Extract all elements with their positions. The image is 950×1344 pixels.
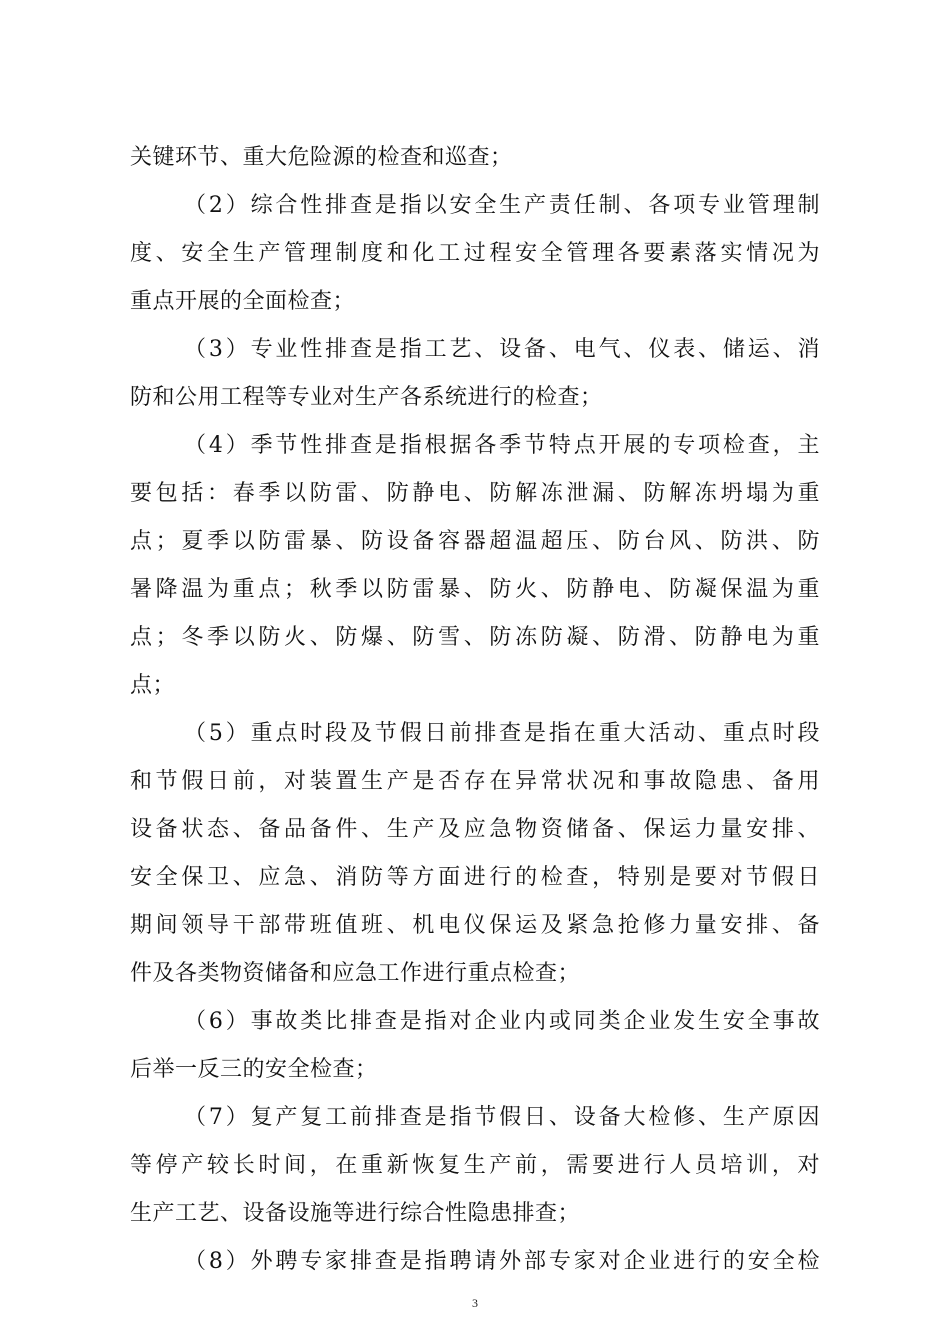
text-line: 和节假日前，对装置生产是否存在异常状况和事故隐患、备用: [130, 769, 820, 794]
text-line: 要包括：春季以防雷、防静电、防解冻泄漏、防解冻坍塌为重: [130, 481, 820, 506]
text-line: （2）综合性排查是指以安全生产责任制、各项专业管理制: [184, 193, 820, 218]
text-line: （3）专业性排查是指工艺、设备、电气、仪表、储运、消: [184, 337, 820, 362]
text-line: 重点开展的全面检查；: [130, 289, 356, 314]
text-line: （4）季节性排查是指根据各季节特点开展的专项检查，主: [184, 433, 820, 458]
text-line: （7）复产复工前排查是指节假日、设备大检修、生产原因: [184, 1105, 820, 1130]
text-line: 防和公用工程等专业对生产各系统进行的检查；: [130, 385, 603, 410]
text-line: 设备状态、备品备件、生产及应急物资储备、保运力量安排、: [130, 817, 820, 842]
text-line: 暑降温为重点；秋季以防雷暴、防火、防静电、防凝保温为重: [130, 577, 820, 602]
text-line: 度、安全生产管理制度和化工过程安全管理各要素落实情况为: [130, 241, 820, 266]
text-line: 等停产较长时间，在重新恢复生产前，需要进行人员培训，对: [130, 1153, 820, 1178]
text-line: 件及各类物资储备和应急工作进行重点检查；: [130, 961, 581, 986]
text-line: 期间领导干部带班值班、机电仪保运及紧急抢修力量安排、备: [130, 913, 820, 938]
text-line: （5）重点时段及节假日前排查是指在重大活动、重点时段: [184, 721, 820, 746]
text-line: 点；夏季以防雷暴、防设备容器超温超压、防台风、防洪、防: [130, 529, 820, 554]
text-line: （8）外聘专家排查是指聘请外部专家对企业进行的安全检: [184, 1249, 820, 1274]
text-line: 安全保卫、应急、消防等方面进行的检查，特别是要对节假日: [130, 865, 820, 890]
text-line: 点；冬季以防火、防爆、防雪、防冻防凝、防滑、防静电为重: [130, 625, 820, 650]
text-line: 关键环节、重大危险源的检查和巡查；: [130, 145, 513, 170]
text-line: （6）事故类比排查是指对企业内或同类企业发生安全事故: [184, 1009, 820, 1034]
text-line: 后举一反三的安全检查；: [130, 1057, 378, 1082]
text-line: 点；: [130, 673, 176, 698]
page-number: 3: [472, 1296, 478, 1310]
text-line: 生产工艺、设备设施等进行综合性隐患排查；: [130, 1201, 581, 1226]
